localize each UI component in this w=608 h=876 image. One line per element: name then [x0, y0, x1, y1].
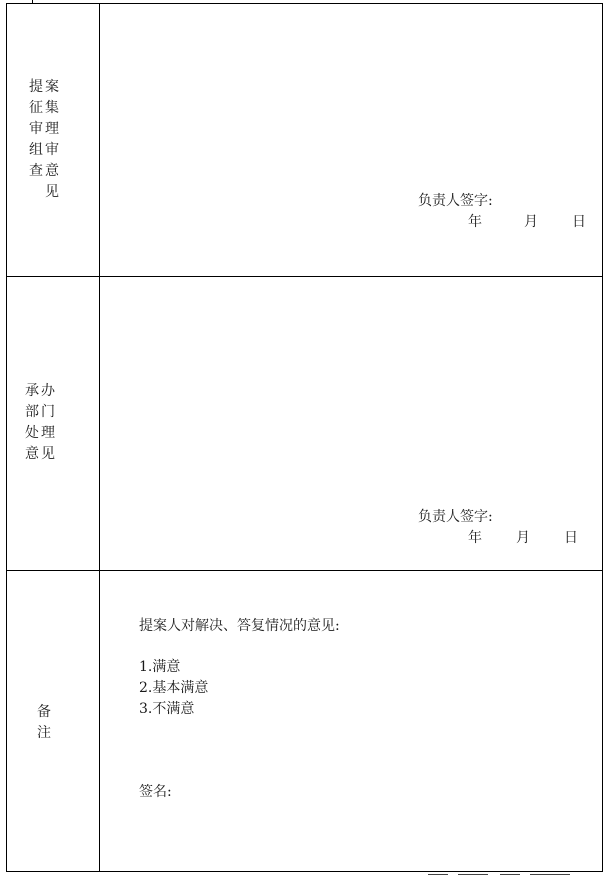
- remarks-label: 备 注: [37, 704, 53, 741]
- dept-opinion-label: 承办 部门 处理 意见: [25, 383, 57, 462]
- proposer-opinion-prompt: 提案人对解决、答复情况的意见:: [139, 618, 340, 634]
- dept-date-year: 年: [468, 530, 482, 546]
- review-date-year: 年: [468, 214, 482, 230]
- dept-opinion-content[interactable]: [100, 277, 602, 570]
- review-opinion-label-cell: [7, 4, 100, 276]
- review-opinion-row: [7, 4, 602, 277]
- review-opinion-content[interactable]: [100, 4, 602, 276]
- review-label-column-2: 案 集 理 审 意 见: [45, 79, 61, 200]
- dept-opinion-row: [7, 277, 602, 571]
- dept-date-month: 月: [516, 530, 530, 546]
- cutoff-line-fragment: [530, 874, 570, 875]
- dept-opinion-label-cell: [7, 277, 100, 570]
- cutoff-line-fragment: [428, 874, 448, 875]
- review-label-column-1: 提 征 审 组 查: [29, 79, 45, 179]
- dept-date-day: 日: [564, 530, 578, 546]
- cutoff-line-fragment: [458, 874, 488, 875]
- proposer-signature-label: 签名:: [139, 784, 172, 800]
- remarks-row: [7, 571, 602, 871]
- review-date-month: 月: [524, 214, 538, 230]
- remarks-label-cell: [7, 571, 100, 871]
- opinion-form-table: [6, 3, 603, 872]
- option-not-satisfied[interactable]: 3.不满意: [139, 701, 195, 717]
- remarks-content[interactable]: [100, 571, 602, 871]
- cutoff-line-fragment: [500, 874, 520, 875]
- review-date-day: 日: [572, 214, 586, 230]
- review-signature-label: 负责人签字:: [418, 193, 493, 209]
- option-basically-satisfied[interactable]: 2.基本满意: [139, 680, 209, 696]
- option-satisfied[interactable]: 1.满意: [139, 659, 181, 675]
- dept-signature-label: 负责人签字:: [418, 509, 493, 525]
